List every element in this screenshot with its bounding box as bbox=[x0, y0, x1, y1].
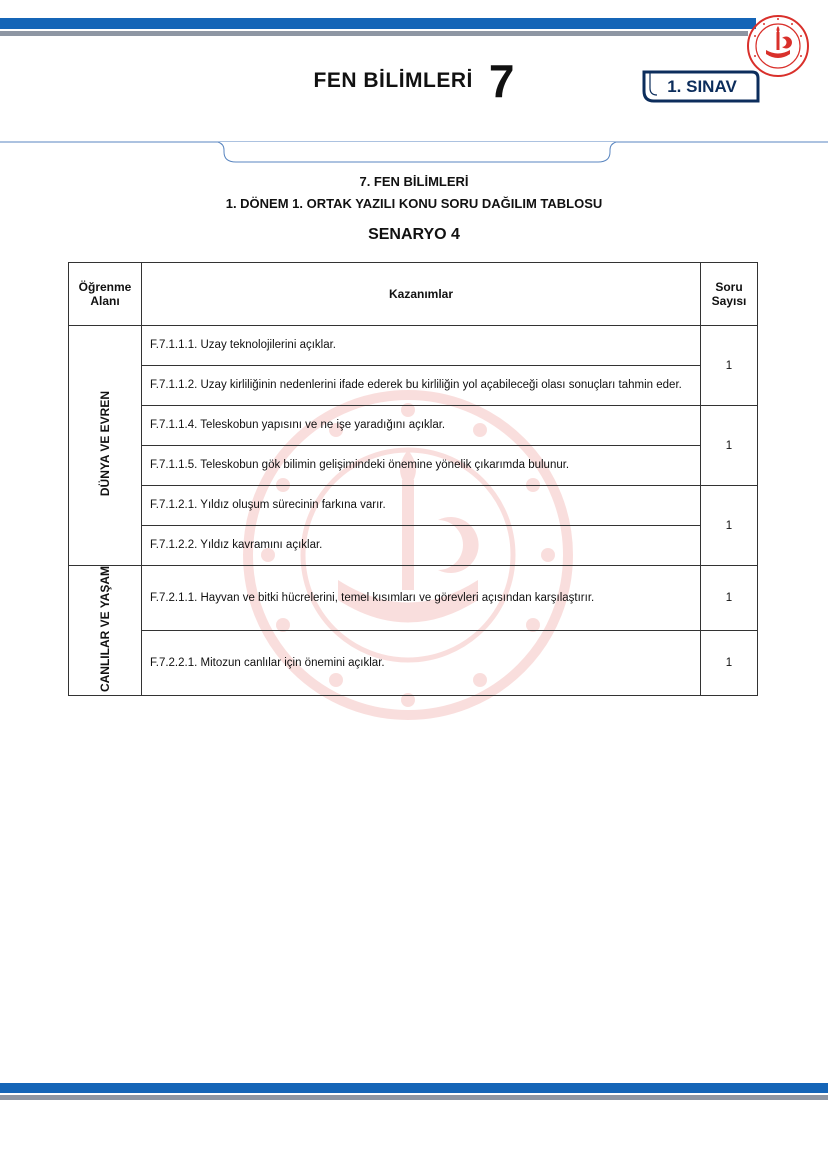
header-outcomes: Kazanımlar bbox=[142, 263, 701, 326]
document-subtitle: 1. DÖNEM 1. ORTAK YAZILI KONU SORU DAĞILIM TABLOSU bbox=[225, 196, 603, 211]
area-label: CANLILAR VE YAŞAM bbox=[97, 566, 112, 693]
table-row bbox=[69, 526, 758, 566]
header-question-count: Soru Sayısı bbox=[701, 263, 758, 326]
scenario-title: SENARYO 4 bbox=[368, 226, 460, 243]
area-cell-world-universe bbox=[69, 326, 142, 566]
question-count-cell: 1 bbox=[701, 326, 758, 406]
outcome-cell: F.7.1.2.1. Yıldız oluşum sürecinin farkına varır. bbox=[142, 486, 701, 526]
header-learning-area: Öğrenme Alanı bbox=[69, 263, 142, 326]
outcome-cell: F.7.1.1.2. Uzay kirliliğinin nedenlerini ifade ederek bu kirliliğin yol açabileceği olası sonuçları tahmin eder. bbox=[142, 366, 701, 406]
top-gray-bar bbox=[0, 31, 748, 36]
table-row bbox=[69, 631, 758, 696]
outcome-cell: F.7.1.2.2. Yıldız kavramını açıklar. bbox=[142, 526, 701, 566]
outcome-cell: F.7.2.2.1. Mitozun canlılar için önemini açıklar. bbox=[142, 631, 701, 696]
table-row bbox=[69, 326, 758, 366]
bottom-blue-bar bbox=[0, 1083, 828, 1093]
question-distribution-table bbox=[68, 262, 758, 696]
subject-title: FEN BİLİMLERİ bbox=[313, 69, 473, 92]
table-header-row bbox=[69, 263, 758, 326]
top-blue-bar bbox=[0, 18, 756, 29]
question-count-cell: 1 bbox=[701, 406, 758, 486]
table-row bbox=[69, 446, 758, 486]
grade-number: 7 bbox=[488, 55, 515, 107]
outcome-cell: F.7.2.1.1. Hayvan ve bitki hücrelerini, temel kısımları ve görevleri açısından karşılaştırır. bbox=[142, 566, 701, 631]
outcome-cell: F.7.1.1.4. Teleskobun yapısını ve ne işe yaradığını açıklar. bbox=[142, 406, 701, 446]
bottom-gray-bar bbox=[0, 1095, 828, 1100]
outcome-cell: F.7.1.1.1. Uzay teknolojilerini açıklar. bbox=[142, 326, 701, 366]
question-count-cell: 1 bbox=[701, 566, 758, 631]
area-cell-living-life bbox=[69, 566, 142, 696]
question-count-cell: 1 bbox=[701, 631, 758, 696]
table-row bbox=[69, 366, 758, 406]
question-count-cell: 1 bbox=[701, 486, 758, 566]
document-title: 7. FEN BİLİMLERİ bbox=[359, 174, 469, 189]
outcome-cell: F.7.1.1.5. Teleskobun gök bilimin gelişimindeki önemine yönelik çıkarımda bulunur. bbox=[142, 446, 701, 486]
table-row bbox=[69, 406, 758, 446]
exam-label: 1. SINAV bbox=[667, 77, 737, 96]
area-label: DÜNYA VE EVREN bbox=[97, 391, 112, 497]
table-row bbox=[69, 486, 758, 526]
header-divider bbox=[0, 138, 828, 168]
table-row bbox=[69, 566, 758, 631]
